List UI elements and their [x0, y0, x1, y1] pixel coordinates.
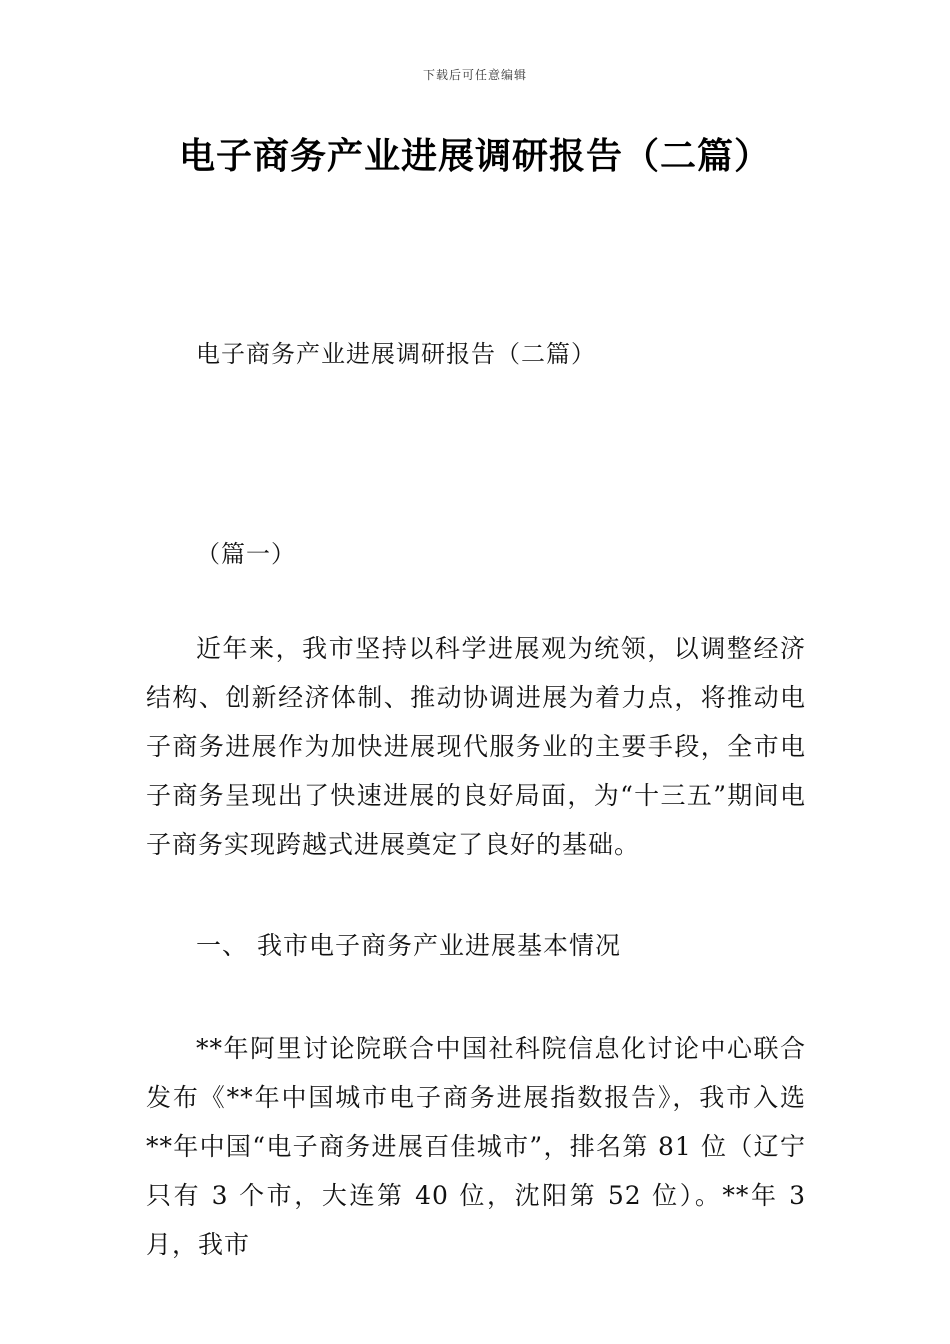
document-subtitle: 电子商务产业进展调研报告（二篇） — [196, 340, 596, 368]
header-note: 下载后可任意编辑 — [422, 68, 527, 82]
section-heading: 一、 我市电子商务产业进展基本情况 — [196, 931, 621, 960]
document-title: 电子商务产业进展调研报告（二篇） — [178, 136, 771, 177]
intro-paragraph: 近年来，我市坚持以科学进展观为统领，以调整经济结构、创新经济体制、推动协调进展为着力点，将推动电子商务进展作为加快进展现代服务业的主要手段，全市电子商务呈现出了快速进展的良好局面，为“十三五”期间电子商务实现跨越式进展奠定了良好的基础。 — [146, 634, 806, 859]
section-label: （篇一） — [196, 540, 296, 568]
body-paragraph: **年阿里讨论院联合中国社科院信息化讨论中心联合发布《**年中国城市电子商务进展指数报告》，我市入选**年中国“电子商务进展百佳城市”，排名第 81 位（辽宁只有 3 个市，大连第 40 位，沈阳第 52 位）。**年 3 月，我市 — [146, 1034, 806, 1259]
